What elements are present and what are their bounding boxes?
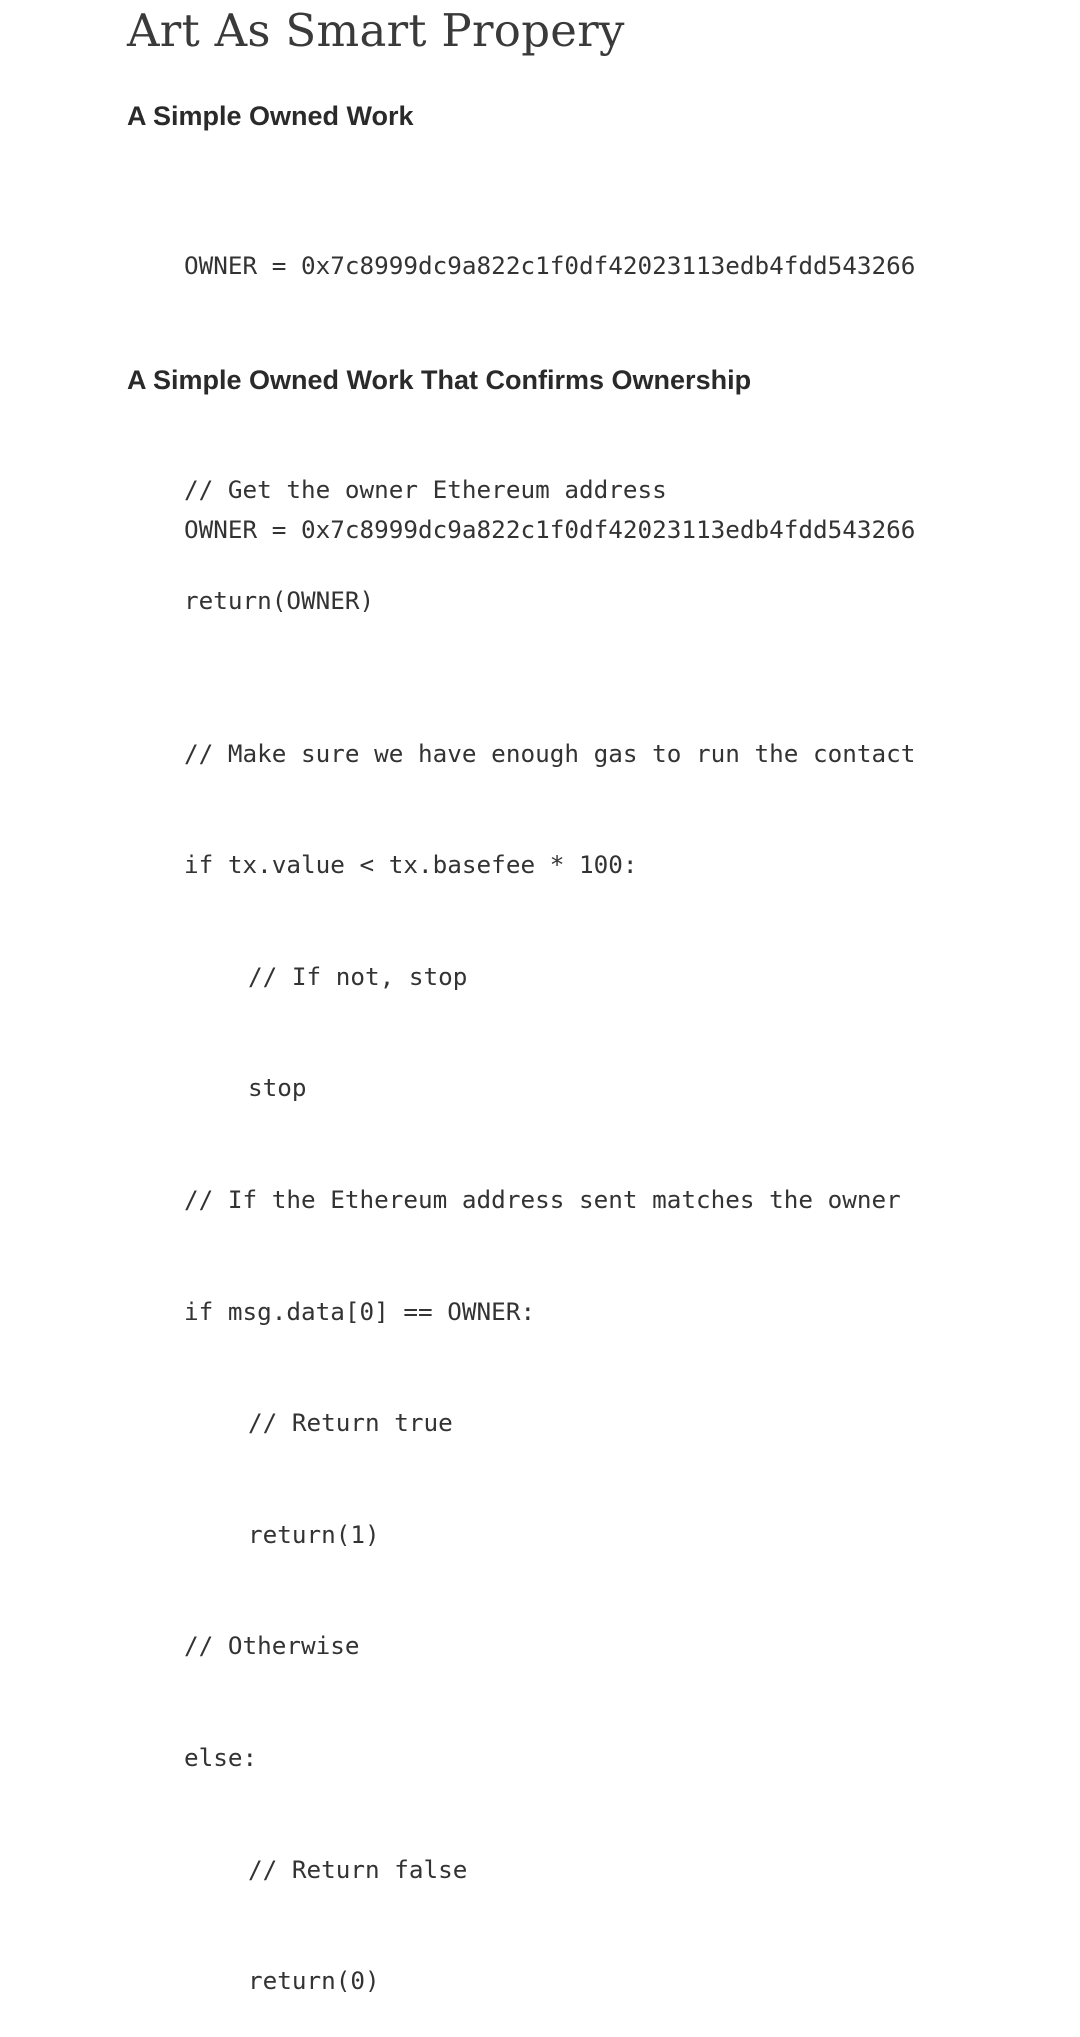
code-comment: // Return true bbox=[248, 1408, 453, 1438]
code-line: return(OWNER) bbox=[184, 586, 375, 616]
page-title: Art As Smart Propery bbox=[127, 4, 625, 57]
section-heading-simple-owned-work: A Simple Owned Work bbox=[127, 101, 414, 131]
code-line: if tx.value < tx.basefee * 100: bbox=[184, 850, 638, 880]
code-comment: // Make sure we have enough gas to run the contact bbox=[184, 738, 916, 768]
code-line: return(1) bbox=[248, 1519, 380, 1549]
code-line-blank bbox=[184, 623, 915, 660]
code-line: stop bbox=[248, 1073, 307, 1103]
code-comment: // Otherwise bbox=[184, 1631, 360, 1661]
code-comment: // If the Ethereum address sent matches the owner bbox=[184, 1184, 901, 1214]
code-line: else: bbox=[184, 1742, 258, 1772]
code-comment: // Get the owner Ethereum address bbox=[184, 474, 667, 504]
code-line: OWNER = 0x7c8999dc9a822c1f0df42023113edb4fdd543266 bbox=[184, 515, 916, 545]
code-line: return(0) bbox=[248, 1966, 380, 1996]
section-heading-confirms-ownership: A Simple Owned Work That Confirms Ownership bbox=[127, 365, 752, 395]
code-line: if msg.data[0] == OWNER: bbox=[184, 1296, 536, 1326]
code-comment: // Return false bbox=[248, 1854, 468, 1884]
code-line: OWNER = 0x7c8999dc9a822c1f0df42023113edb4fdd543266 bbox=[184, 251, 916, 281]
code-block-confirms-ownership bbox=[184, 437, 915, 2037]
code-comment: // If not, stop bbox=[248, 961, 468, 991]
